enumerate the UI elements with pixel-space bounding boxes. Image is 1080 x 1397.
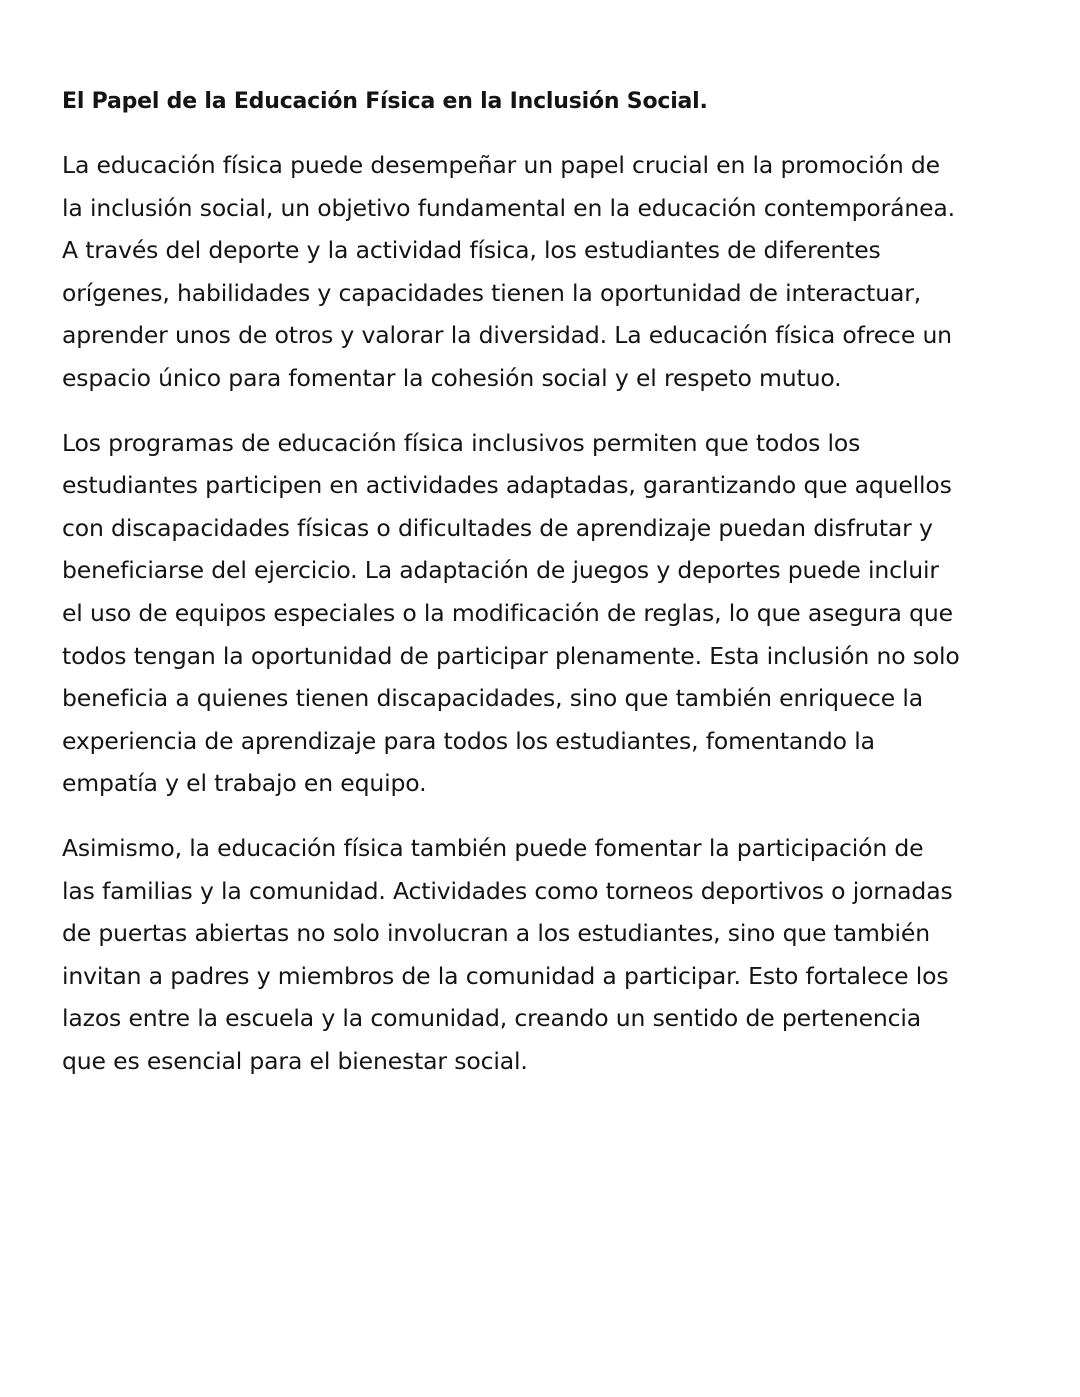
paragraph-2: Los programas de educación física inclusivos permiten que todos los estudiantes participen en actividades adaptadas, garantizando que aquellos con discapacidades físicas o dificultades de aprendizaje puedan disfrutar y beneficiarse del ejercicio. La adaptación de juegos y deportes puede incluir el uso de equipos especiales o la modificación de reglas, lo que asegura que todos tengan la oportunidad de participar plenamente. Esta inclusión no solo beneficia a quienes tienen discapacidades, sino que también enriquece la experiencia de aprendizaje para todos los estudiantes, fomentando la empatía y el trabajo en equipo.: [62, 428, 960, 798]
paragraph-3: Asimismo, la educación física también puede fomentar la participación de las familias y la comunidad. Actividades como torneos deportivos o jornadas de puertas abiertas no solo involucran a los estudiantes, sino que también invitan a padres y miembros de la comunidad a participar. Esto fortalece los lazos entre la escuela y la comunidad, creando un sentido de pertenencia que es esencial para el bienestar social.: [62, 833, 953, 1075]
document-title: El Papel de la Educación Física en la Inclusión Social.: [62, 89, 708, 114]
document-page: [62, 84, 962, 1104]
paragraph-1: La educación física puede desempeñar un papel crucial en la promoción de la inclusión social, un objetivo fundamental en la educación contemporánea. A través del deporte y la actividad física, los estudiantes de diferentes orígenes, habilidades y capacidades tienen la oportunidad de interactuar, aprender unos de otros y valorar la diversidad. La educación física ofrece un espacio único para fomentar la cohesión social y el respeto mutuo.: [62, 151, 955, 392]
